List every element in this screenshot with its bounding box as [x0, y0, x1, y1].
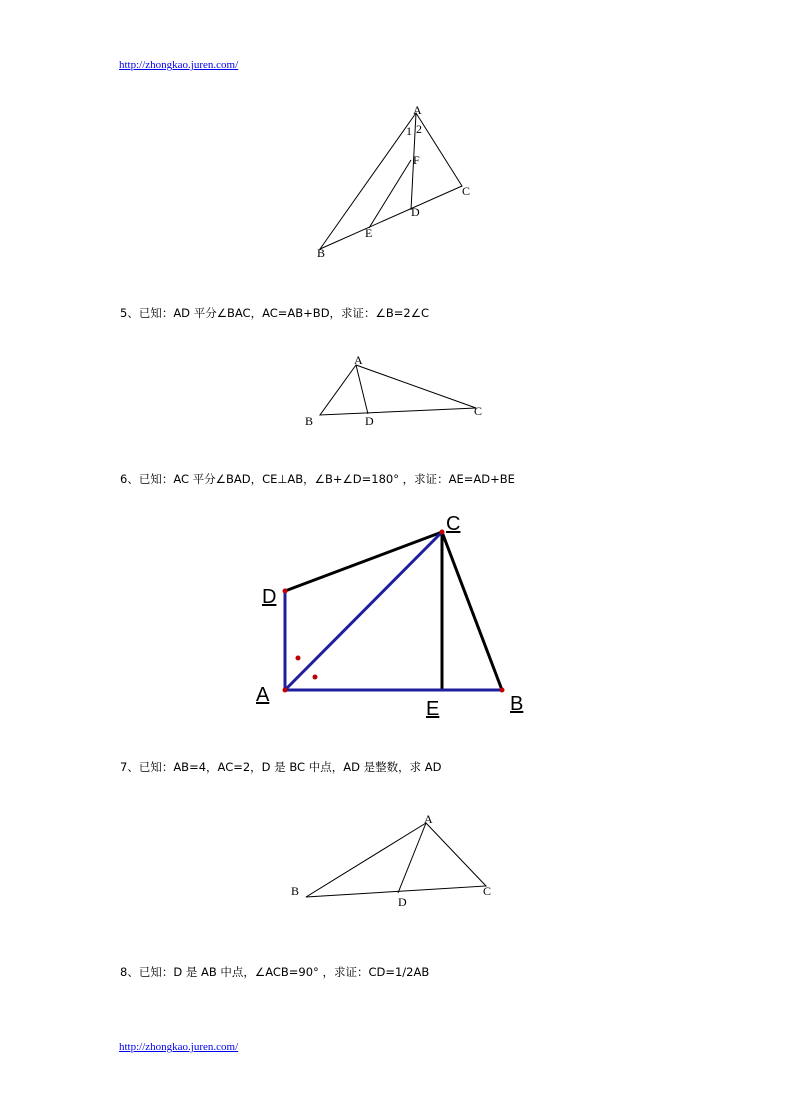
angle-1-label: 1 [406, 124, 412, 138]
point-b-dot [500, 688, 505, 693]
vertex-a: A [354, 353, 363, 367]
point-d: D [398, 895, 407, 909]
figure-4 [0, 0, 792, 280]
segment-ad [398, 823, 426, 893]
angle-2-label: 2 [416, 122, 422, 136]
problem-5: 5、已知：AD 平分∠BAC，AC=AB+BD，求证：∠B=2∠C [120, 306, 430, 320]
figure-5 [0, 340, 792, 440]
segment-cb [442, 532, 502, 690]
vertex-a: A [424, 812, 433, 826]
problem-7: 7、已知：AB=4，AC=2，D 是 BC 中点，AD 是整数，求 AD [120, 760, 442, 774]
point-c-dot [440, 530, 445, 535]
vertex-c: C [483, 884, 492, 898]
triangle-abc [320, 365, 476, 415]
vertex-b: B [305, 414, 314, 428]
problem-6: 6、已知：AC 平分∠BAD，CE⊥AB，∠B+∠D=180° ，求证：AE=AD+BE [120, 472, 515, 486]
point-d-dot [283, 589, 288, 594]
segment-ac [285, 532, 442, 690]
point-f: F [413, 153, 420, 167]
vertex-d: D [262, 586, 277, 608]
vertex-a: A [256, 684, 270, 706]
point-e: E [426, 698, 440, 720]
vertex-c: C [462, 184, 471, 198]
vertex-b: B [317, 246, 326, 260]
vertex-b: B [510, 693, 524, 715]
vertex-c: C [446, 513, 461, 535]
vertex-b: B [291, 884, 300, 898]
footer-link[interactable]: http://zhongkao.juren.com/ [119, 1041, 239, 1053]
angle-mark-dot-2 [313, 675, 318, 680]
angle-mark-dot-1 [296, 656, 301, 661]
point-e: E [365, 226, 373, 240]
vertex-c: C [474, 404, 483, 418]
vertex-a: A [413, 103, 422, 117]
header-link[interactable]: http://zhongkao.juren.com/ [119, 59, 239, 71]
point-d: D [365, 414, 374, 428]
triangle-abc [306, 823, 486, 897]
segment-ad [356, 365, 368, 414]
triangle-abc [320, 113, 462, 249]
segment-dc [285, 532, 442, 591]
problem-8: 8、已知：D 是 AB 中点，∠ACB=90° ，求证：CD=1/2AB [120, 965, 430, 979]
point-a-dot [283, 688, 288, 693]
figure-7 [0, 805, 792, 915]
point-d: D [411, 205, 420, 219]
figure-6 [0, 505, 792, 735]
